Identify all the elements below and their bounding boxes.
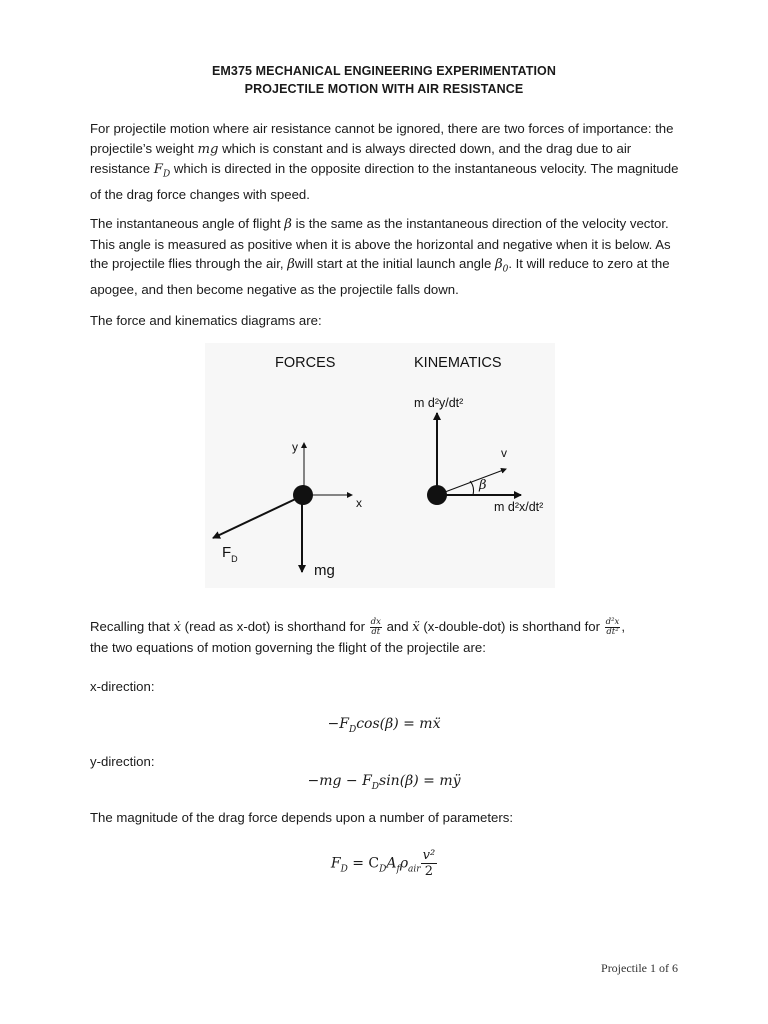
velocity-label: v [501,446,507,460]
diagram-background [205,343,555,588]
page-footer: Projectile 1 of 6 [601,961,678,975]
paragraph-diagrams-intro: The force and kinematics diagrams are: [90,313,322,328]
paragraph-drag-parameters: The magnitude of the drag force depends upon a number of parameters: [90,810,513,825]
weight-label: mg [314,562,335,579]
document-title-line-2: PROJECTILE MOTION WITH AIR RESISTANCE [244,82,524,96]
vertical-acceleration-label: m d²y/dt² [414,396,464,410]
paragraph-recalling-notation: Recalling that ẋ (read as x-dot) is shorthand for $\frac{dx}{dt}$ and ẍ (x-double-dot) is shorthand for $\frac{\text{d²x}}{\text{dt²}}$ , the two equations of motion governing the flight of the projectile are: [90,617,625,655]
equation-drag-force: $F_D = C_DA_f\rho_{air}$ $\frac{\text{v²}}{2}$ [330,848,436,879]
drag-force-label: $F_D$ [222,544,238,564]
equation-y-direction [0,773,768,792]
equation-x-direction [0,716,768,735]
x-axis-label: x [356,496,362,510]
equation-y-text: $-mg - F_D\sin(\beta)$ = mÿ [307,773,461,792]
y-axis-label: y [292,440,298,454]
document-title-line-1: EM375 MECHANICAL ENGINEERING EXPERIMENTATION [211,64,557,78]
paragraph-forces-intro: For projectile motion where air resistance cannot be ignored, there are two forces of importance: the projectile’s weight mg which is constant and is always directed down, and the drag due to air resistance $F_D$ which is directed in the opposite direction to the instantaneous velocity. The magnitude of the drag force changes with speed. [90,121,679,203]
force-kinematics-diagram [205,343,555,588]
y-direction-label: y-direction: [90,754,155,769]
x-direction-label: x-direction: [90,679,155,694]
projectile-body-forces [293,485,313,505]
angle-beta-label: β [479,478,487,493]
horizontal-acceleration-label: m d²x/dt² [494,500,544,514]
equation-x-text: $-F_D\cos(\beta)$ = mẍ [327,716,441,735]
forces-heading: FORCES [275,355,336,371]
fraction-dx-dt: $\frac{dx}{dt}$ [370,617,381,638]
projectile-body-kinematics [427,485,447,505]
fraction-v2-over-2: $\frac{\text{v²}}{2}$ [422,848,436,879]
kinematics-heading: KINEMATICS [414,355,502,371]
fraction-d2x-dt2: $\frac{\text{d²x}}{\text{dt²}}$ [605,617,620,638]
paragraph-flight-angle: The instantaneous angle of flight β is the same as the instantaneous direction of the velocity vector. This angle is measured as positive when it is above the horizontal and negative when it is below. As the projectile flies through the air, βwill start at the initial launch angle $\beta_0$. It will reduce to zero at the apogee, and then become negative as the projectile falls down. [90,216,671,298]
